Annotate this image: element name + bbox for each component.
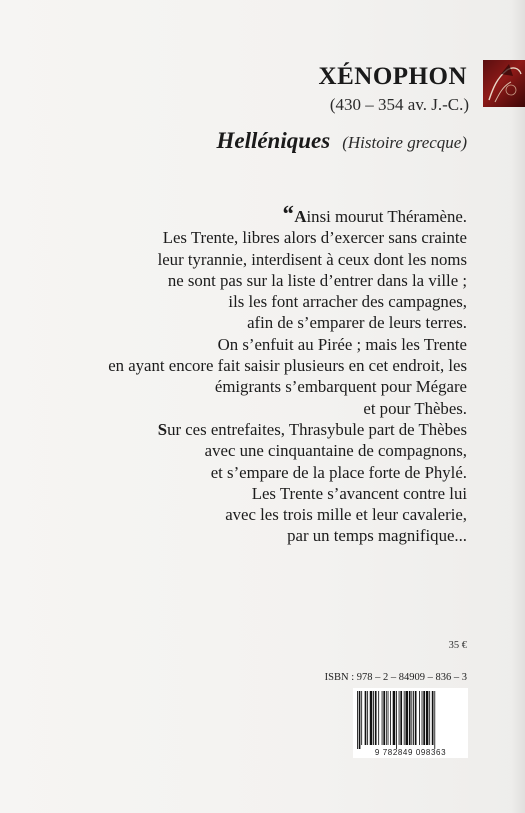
barcode-digits: 9 782849 098363 xyxy=(374,748,447,757)
barcode-bar xyxy=(432,691,434,745)
excerpt-line xyxy=(47,483,467,504)
emphasized-initial: A xyxy=(294,207,307,226)
barcode-bar xyxy=(423,691,425,745)
barcode-bar xyxy=(405,691,408,745)
excerpt-line-text: ur ces entrefaites, Thrasybule part de Thèbes xyxy=(167,419,467,439)
author-name: XÉNOPHON xyxy=(318,63,467,90)
publisher-logo xyxy=(483,60,525,107)
barcode-bar xyxy=(378,691,379,745)
excerpt-line-text: avec les trois mille et leur cavalerie, xyxy=(225,505,467,525)
excerpt-line-text: et pour Thèbes. xyxy=(363,398,467,418)
barcode-bar xyxy=(367,691,368,745)
excerpt-line xyxy=(47,355,467,376)
barcode-bar xyxy=(393,691,396,745)
barcode-bar xyxy=(419,691,420,745)
barcode-bar xyxy=(375,691,377,745)
excerpt-line xyxy=(47,249,467,270)
excerpt-line xyxy=(47,312,467,333)
barcode-bar xyxy=(373,691,374,745)
excerpt-line xyxy=(47,525,467,546)
excerpt-line xyxy=(47,504,467,525)
excerpt-line-text: afin de s’emparer de leurs terres. xyxy=(247,313,467,333)
barcode-bar xyxy=(370,691,373,745)
excerpt-line xyxy=(47,202,467,228)
excerpt-line-text: leur tyrannie, interdisent à ceux dont les noms xyxy=(157,249,467,269)
barcode-bar xyxy=(404,691,405,745)
price: 35 € xyxy=(448,640,467,651)
barcode-bar xyxy=(359,691,361,749)
book-title: Helléniques xyxy=(216,128,331,153)
barcode-bar xyxy=(411,691,412,745)
barcode-bar xyxy=(361,691,362,745)
barcode-bar xyxy=(388,691,389,745)
barcode-bar xyxy=(415,691,417,745)
barcode-bar xyxy=(396,691,397,749)
excerpt-line xyxy=(47,334,467,355)
barcode-bar xyxy=(357,691,358,749)
barcode-bar xyxy=(383,691,385,745)
excerpt-block xyxy=(47,202,467,547)
excerpt-line xyxy=(47,291,467,312)
excerpt-line-text: et s’empare de la place forte de Phylé. xyxy=(210,462,467,482)
excerpt-line-text: par un temps magnifique... xyxy=(287,526,467,546)
spine-shadow xyxy=(511,0,525,813)
opening-quote-mark: “ xyxy=(281,202,292,228)
excerpt-line xyxy=(47,376,467,397)
emphasized-initial: S xyxy=(157,419,168,439)
barcode-bar xyxy=(429,691,430,745)
barcode-bar xyxy=(390,691,391,745)
barcode-bar xyxy=(409,691,411,745)
excerpt-line-text: Les Trente, libres alors d’exercer sans crainte xyxy=(162,228,467,248)
excerpt-line xyxy=(47,270,467,291)
excerpt-line-text: ils les font arracher des campagnes, xyxy=(228,292,467,312)
barcode-bar xyxy=(365,691,367,745)
barcode-bar xyxy=(400,691,402,745)
book-subtitle: (Histoire grecque) xyxy=(342,133,467,152)
author-dates: (430 – 354 av. J.-C.) xyxy=(329,95,469,114)
excerpt-line xyxy=(47,227,467,248)
excerpt-line xyxy=(47,462,467,483)
barcode-bar xyxy=(399,691,400,745)
barcode xyxy=(353,688,468,758)
excerpt-line xyxy=(47,419,467,440)
barcode-bar xyxy=(413,691,414,745)
barcode-bar xyxy=(382,691,383,745)
barcode-bar xyxy=(386,691,387,745)
excerpt-line-text: émigrants s’embarquent pour Mégare xyxy=(214,377,467,397)
excerpt-line-text: en ayant encore fait saisir plusieurs en cet endroit, les xyxy=(108,356,467,376)
excerpt-line-text: Les Trente s’avancent contre lui xyxy=(251,483,467,503)
excerpt-line xyxy=(47,398,467,419)
excerpt-line-text: avec une cinquantaine de compagnons, xyxy=(204,441,467,461)
isbn: ISBN : 978 – 2 – 84909 – 836 – 3 xyxy=(324,672,467,683)
barcode-bar xyxy=(422,691,423,745)
excerpt-line-text: ne sont pas sur la liste d’entrer dans la ville ; xyxy=(167,270,467,290)
barcode-bar xyxy=(434,691,435,749)
excerpt-line xyxy=(47,440,467,461)
title-line xyxy=(216,128,467,154)
barcode-bar xyxy=(426,691,429,745)
excerpt-line-text: insi mourut Théramène. xyxy=(306,207,467,226)
excerpt-line-text: On s’enfuit au Pirée ; mais les Trente xyxy=(217,334,467,354)
